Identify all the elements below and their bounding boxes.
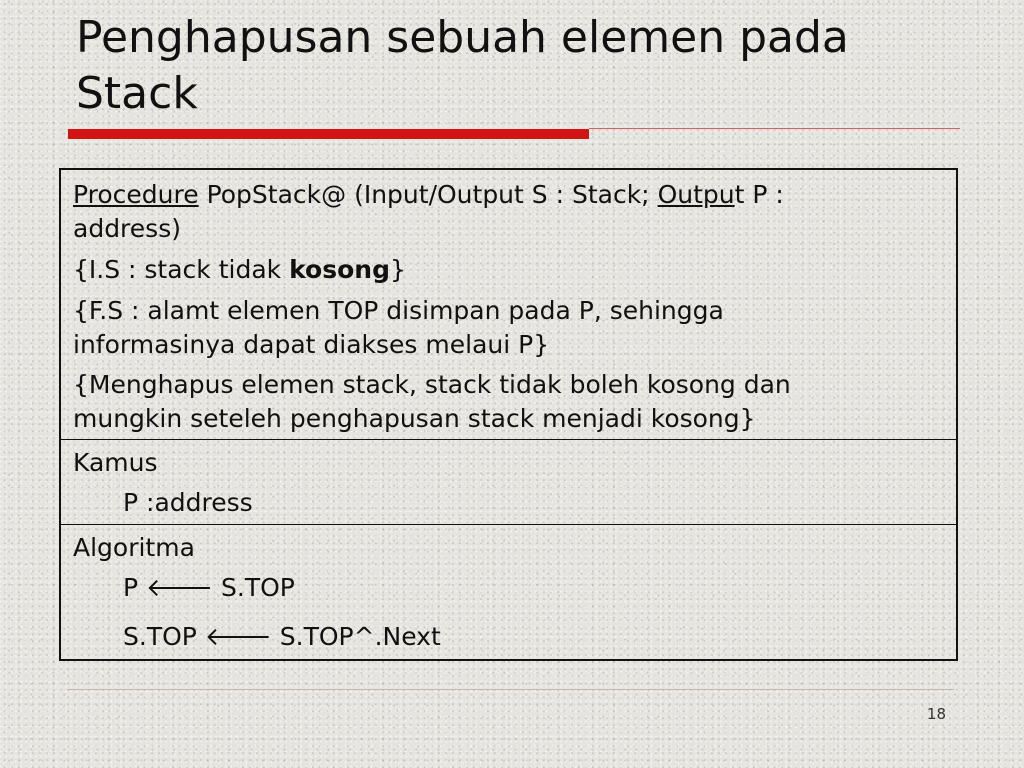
desc-line1: {Menghapus elemen stack, stack tidak boleh kosong dan xyxy=(73,370,791,399)
procedure-header-section xyxy=(61,170,956,440)
output-keyword: Outpu xyxy=(657,180,735,209)
title-underline-red xyxy=(68,129,589,139)
kamus-heading: Kamus xyxy=(73,448,158,477)
slide-title xyxy=(76,10,976,122)
step1-right: S.TOP xyxy=(213,573,295,602)
fs-line2: informasinya dapat diakses melaui P} xyxy=(73,330,550,359)
algoritma-step-2 xyxy=(73,620,944,654)
kamus-section xyxy=(61,440,956,525)
algoritma-step-1 xyxy=(73,571,944,605)
is-suffix: } xyxy=(389,255,406,284)
signature-line2: address) xyxy=(73,214,181,243)
algoritma-heading: Algoritma xyxy=(73,533,195,562)
signature-part2: t P : xyxy=(734,180,784,209)
final-state xyxy=(73,294,944,362)
fs-line1: {F.S : alamt elemen TOP disimpan pada P, sehingga xyxy=(73,296,724,325)
signature-part1: PopStack@ (Input/Output S : Stack; xyxy=(198,180,658,209)
is-prefix: {I.S : stack tidak xyxy=(73,255,290,284)
step1-left: P xyxy=(123,573,147,602)
page-number: 18 xyxy=(926,705,946,723)
is-bold-word: kosong xyxy=(289,255,390,284)
left-arrow-icon: 🡐 xyxy=(146,573,214,602)
slide-title-line1: Penghapusan sebuah elemen pada xyxy=(76,12,849,63)
slide-title-line2: Stack xyxy=(76,68,198,119)
procedure-description xyxy=(73,368,944,436)
procedure-signature xyxy=(73,170,944,246)
step2-left: S.TOP xyxy=(123,622,205,651)
initial-state xyxy=(73,253,944,287)
footer-divider xyxy=(68,689,954,690)
procedure-keyword: Procedure xyxy=(73,180,199,209)
left-arrow-icon: 🡐 xyxy=(204,622,272,651)
step2-right: S.TOP^.Next xyxy=(271,622,441,651)
title-underline-thin xyxy=(589,128,960,129)
desc-line2: mungkin seteleh penghapusan stack menjadi kosong} xyxy=(73,404,756,433)
algoritma-section xyxy=(61,525,956,659)
kamus-declaration: P :address xyxy=(123,488,253,517)
pseudocode-box xyxy=(59,168,958,661)
